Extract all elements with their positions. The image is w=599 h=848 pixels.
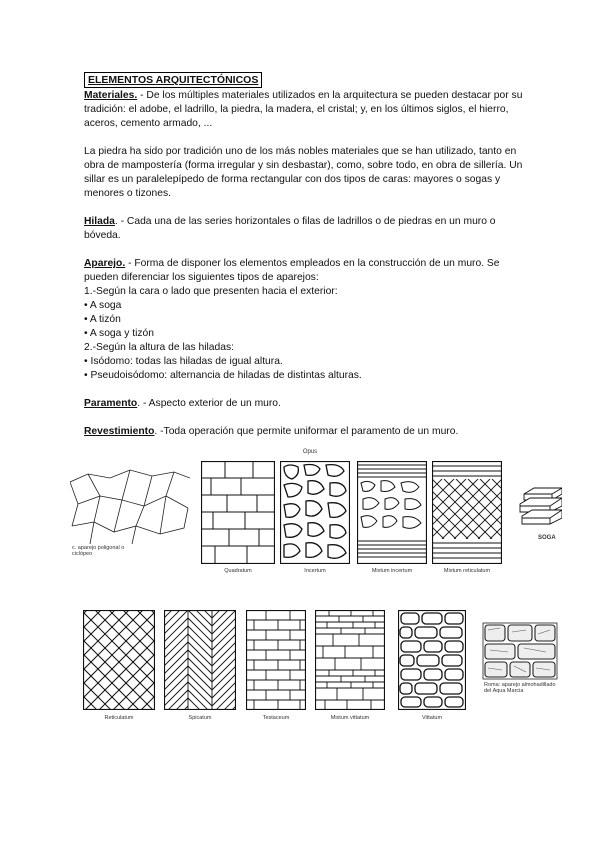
definition-revestimiento: . -Toda operación que permite uniformar el paramento de un muro. bbox=[154, 426, 459, 437]
paragraph-aparejo bbox=[84, 257, 524, 285]
polygonal-wall-illustration bbox=[70, 462, 190, 544]
definition-paramento: . - Aspecto exterior de un muro. bbox=[137, 398, 281, 409]
caption-spicatum: Spicatum bbox=[188, 715, 212, 721]
term-materiales: Materiales. bbox=[84, 90, 138, 101]
caption-reticulatum: Reticulatum bbox=[104, 715, 134, 721]
caption-soga: SOGA bbox=[538, 535, 556, 541]
reticulatum-illustration bbox=[83, 610, 155, 710]
list-item: • A tizón bbox=[84, 314, 121, 325]
soga-bricks-illustration bbox=[518, 484, 562, 530]
list-item: • Pseudoisódomo: alternancia de hiladas de distintas alturas. bbox=[84, 370, 362, 381]
list-item: • A soga bbox=[84, 300, 122, 311]
list-item: • A soga y tizón bbox=[84, 328, 155, 339]
list-item: 2.-Según la altura de las hiladas: bbox=[84, 342, 234, 353]
definition-materiales: - De los múltiples materiales utilizados en la arquitectura se pueden destacar por su tradición: el adobe, el ladrillo, la piedra, la madera, el cristal; y, en los últimos siglos, el hierro, aceros, cemento armado, ... bbox=[84, 90, 523, 129]
rusticated-masonry-illustration bbox=[482, 622, 558, 680]
paragraph-piedra: La piedra ha sido por tradición uno de los más nobles materiales que se han utilizado, tanto en obra de mampostería (forma irregular y sin desbastar), como, sobre todo, en obra de sillería. Un sillar es un paralelepípedo de forma rectangular con dos tipos de caras: mayores o sogas y menores o tizones. bbox=[84, 146, 523, 199]
vittatum-illustration bbox=[398, 610, 466, 710]
caption-incertum: Incertum bbox=[304, 568, 326, 574]
caption-opus: Opus bbox=[302, 449, 318, 455]
definition-aparejo: - Forma de disponer los elementos empleados en la construcción de un muro. Se pueden diferenciar los siguientes tipos de aparejos: bbox=[84, 258, 500, 283]
term-hilada: Hilada bbox=[84, 216, 115, 227]
mixtum-incertum-illustration bbox=[357, 461, 427, 564]
page-title: ELEMENTOS ARQUITECTÓNICOS bbox=[84, 72, 262, 88]
document-text bbox=[84, 72, 524, 439]
caption-romano: Roma: aparejo almohadillado del Aqua Marcia bbox=[484, 682, 556, 694]
caption-testaceum: Testaceum bbox=[262, 715, 290, 721]
mixtum-vittatum-illustration bbox=[315, 610, 385, 710]
quadratum-illustration bbox=[201, 461, 275, 564]
definition-hilada: . - Cada una de las series horizontales o filas de ladrillos o de piedras en un muro o bóveda. bbox=[84, 216, 496, 241]
term-revestimiento: Revestimiento bbox=[84, 426, 155, 437]
incertum-illustration bbox=[280, 461, 350, 564]
testaceum-illustration bbox=[246, 610, 306, 710]
paragraph-revestimiento bbox=[84, 425, 524, 439]
paragraph-paramento bbox=[84, 397, 524, 411]
caption-vittatum: Vittatum bbox=[421, 715, 443, 721]
term-aparejo: Aparejo. bbox=[84, 258, 126, 269]
spicatum-illustration bbox=[164, 610, 236, 710]
caption-mixtum-vittatum: Mixtum vittatum bbox=[330, 715, 370, 721]
caption-mixtum-reticulatum: Mixtum reticulatum bbox=[443, 568, 491, 574]
list-item: 1.-Según la cara o lado que presenten hacia el exterior: bbox=[84, 286, 338, 297]
paragraph-materiales bbox=[84, 89, 524, 131]
caption-poligonal: c. aparejo poligonal o ciclópeo bbox=[72, 545, 125, 557]
mixtum-reticulatum-illustration bbox=[432, 461, 502, 564]
paragraph-hilada bbox=[84, 215, 524, 243]
term-paramento: Paramento bbox=[84, 398, 138, 409]
caption-quadratum: Quadratum bbox=[224, 568, 252, 574]
list-item: • Isódomo: todas las hiladas de igual altura. bbox=[84, 356, 283, 367]
caption-mixtum-incertum: Mixtum incertum bbox=[371, 568, 413, 574]
